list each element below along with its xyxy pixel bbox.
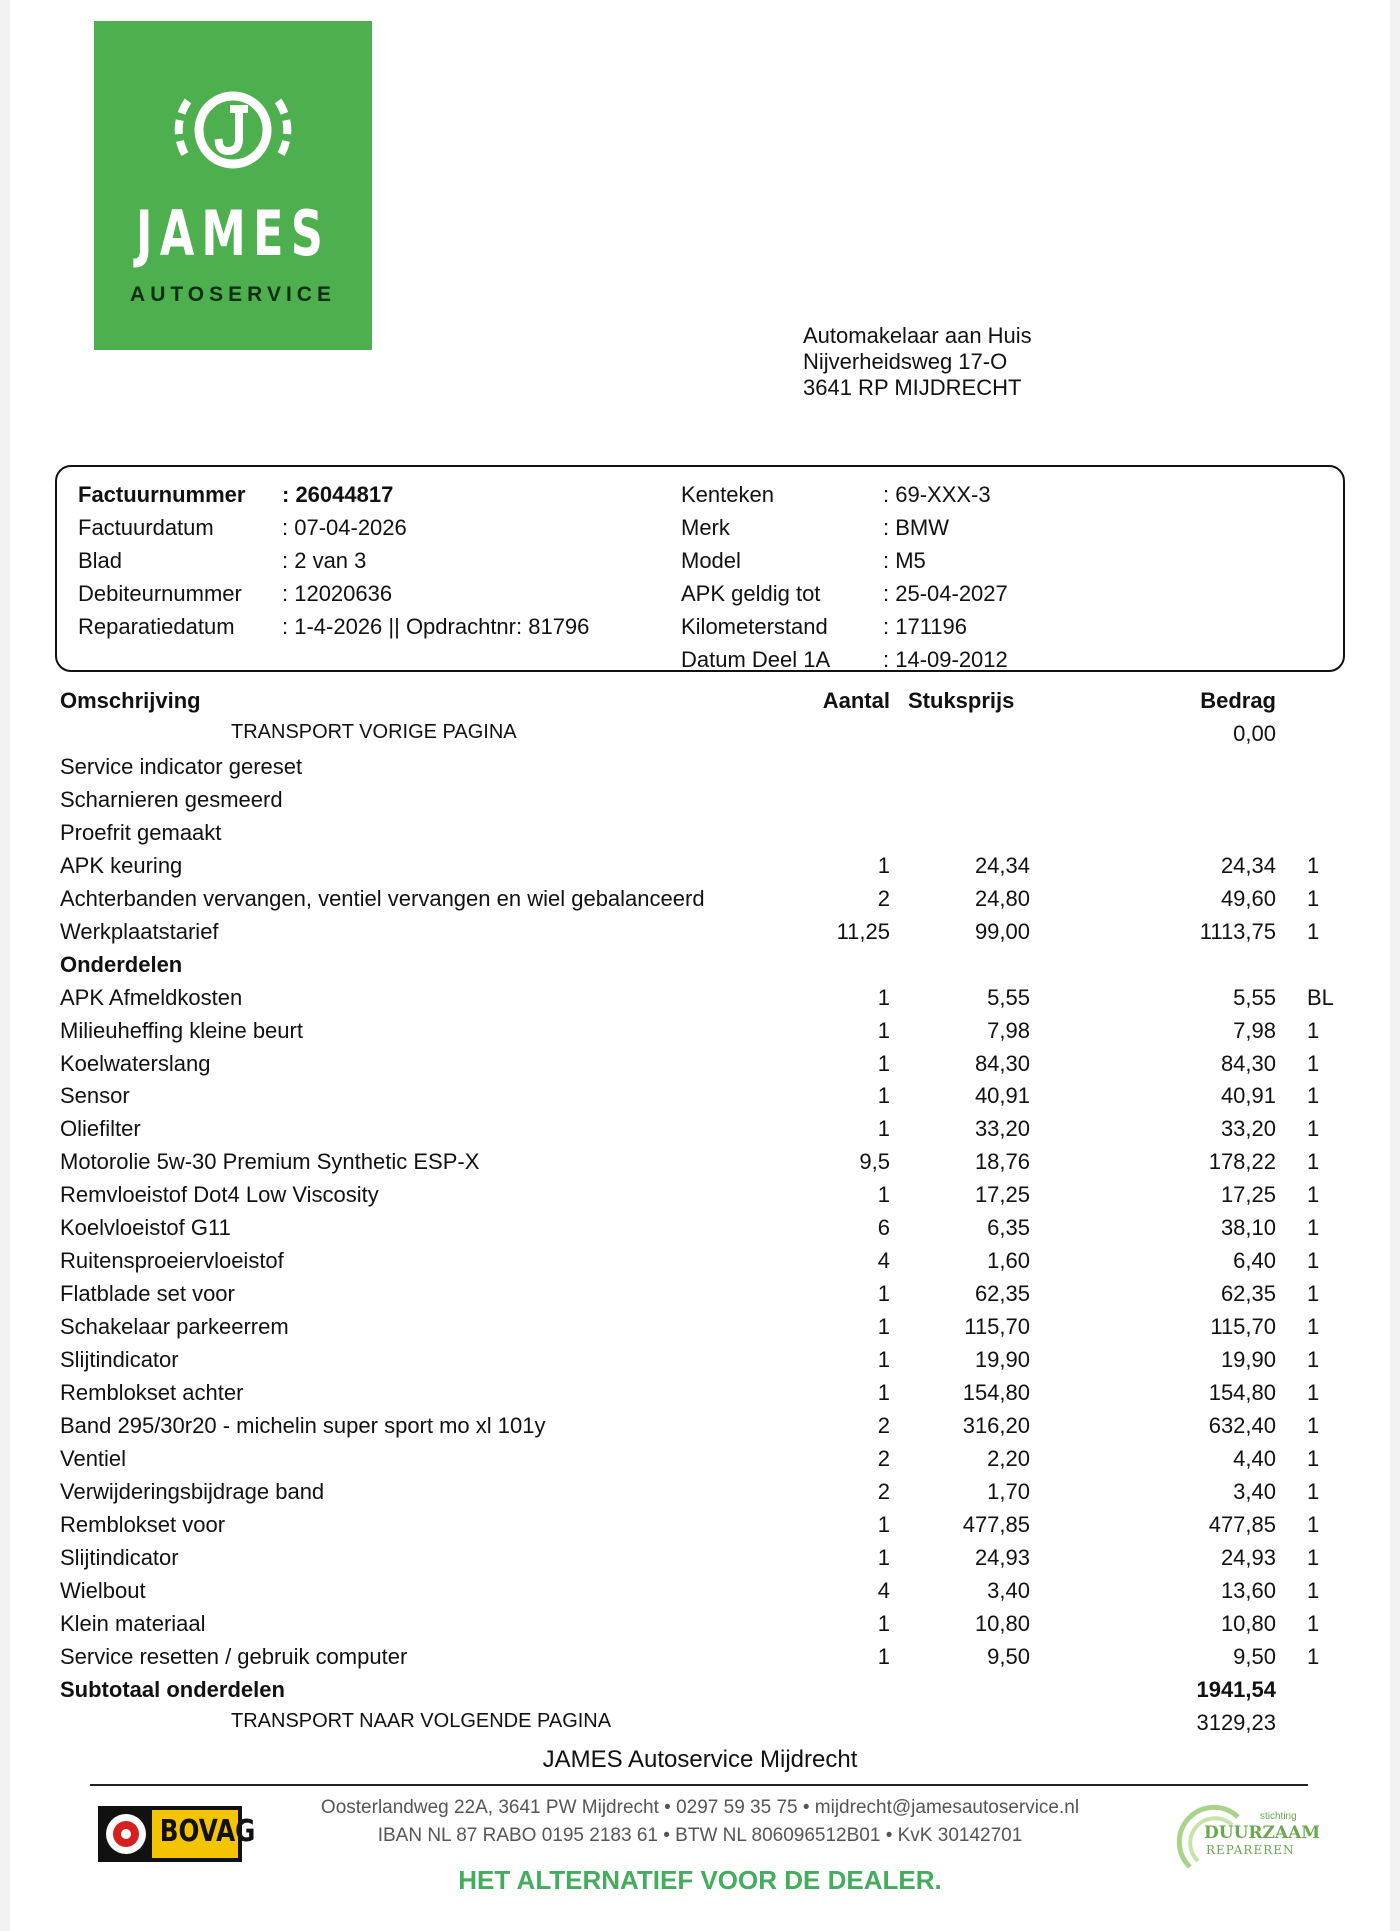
line-amount: 24,93 — [1220, 1544, 1276, 1570]
line-description: Oliefilter — [60, 1116, 141, 1142]
line-description: Klein materiaal — [60, 1610, 206, 1636]
line-unit-price: 5,55 — [987, 984, 1030, 1010]
line-unit-price: 10,80 — [974, 1610, 1030, 1636]
table-row — [10, 1479, 1390, 1512]
line-unit-price: 2,20 — [987, 1445, 1030, 1471]
info-value: : BMW — [883, 515, 949, 540]
line-unit-price: 316,20 — [962, 1412, 1030, 1438]
line-amount: 17,25 — [1220, 1182, 1276, 1208]
footer-slogan: HET ALTERNATIEF VOOR DE DEALER. — [458, 1865, 942, 1895]
line-description: Verwijderingsbijdrage band — [60, 1478, 325, 1504]
line-quantity: 1 — [877, 1281, 890, 1307]
info-value: : 07-04-2026 — [282, 515, 407, 540]
line-vat-code: 1 — [1307, 1445, 1320, 1471]
recipient-city: 3641 RP MIJDRECHT — [803, 375, 1022, 400]
line-unit-price: 99,00 — [974, 918, 1030, 944]
line-amount: 19,90 — [1220, 1347, 1276, 1373]
line-unit-price: 477,85 — [962, 1511, 1030, 1537]
table-row — [10, 820, 1390, 853]
line-quantity: 1 — [877, 1083, 890, 1109]
line-quantity: 1 — [877, 984, 890, 1010]
info-value: : 12020636 — [282, 581, 393, 606]
line-vat-code: 1 — [1307, 1347, 1320, 1373]
table-row — [10, 853, 1390, 886]
line-description: Onderdelen — [60, 951, 183, 977]
line-vat-code: 1 — [1307, 1380, 1320, 1405]
info-label: Kilometerstand — [681, 614, 828, 639]
footer-bank-line: IBAN NL 87 RABO 0195 2183 61 • BTW NL 806096512B01 • KvK 30142701 — [377, 1825, 1023, 1846]
table-row — [10, 886, 1390, 919]
line-quantity: 1 — [877, 1116, 890, 1142]
line-description: Proefrit gemaakt — [60, 819, 222, 845]
logo-subtitle: AUTOSERVICE — [130, 283, 336, 306]
line-amount: 7,98 — [1233, 1017, 1276, 1043]
line-description: Slijtindicator — [60, 1347, 179, 1373]
line-unit-price: 84,30 — [974, 1050, 1030, 1076]
line-quantity: 1 — [877, 852, 890, 878]
table-row — [10, 1611, 1390, 1644]
line-description: APK keuring — [60, 852, 183, 878]
line-description: Scharnieren gesmeerd — [60, 786, 283, 812]
line-vat-code: 1 — [1307, 1149, 1320, 1175]
info-label: Datum Deel 1A — [681, 647, 831, 672]
line-unit-price: 24,34 — [974, 852, 1030, 878]
info-value: : 2 van 3 — [282, 548, 367, 573]
line-description: TRANSPORT VORIGE PAGINA — [231, 721, 517, 743]
line-vat-code: 1 — [1307, 1577, 1320, 1603]
footer-divider — [90, 1784, 1308, 1786]
line-description: Service resetten / gebruik computer — [60, 1643, 408, 1669]
info-value: : 14-09-2012 — [883, 647, 1008, 672]
line-unit-price: 1,60 — [987, 1248, 1030, 1274]
line-amount: 84,30 — [1220, 1050, 1276, 1076]
line-amount: 1113,75 — [1199, 918, 1276, 944]
footer-company-name: JAMES Autoservice Mijdrecht — [542, 1746, 858, 1773]
line-vat-code: 1 — [1307, 1182, 1320, 1208]
line-description: Remvloeistof Dot4 Low Viscosity — [60, 1182, 379, 1208]
line-description: Ventiel — [60, 1445, 127, 1471]
line-amount: 62,35 — [1220, 1281, 1276, 1307]
table-row — [10, 1710, 1390, 1743]
line-unit-price: 19,90 — [974, 1347, 1030, 1373]
table-row — [10, 1116, 1390, 1149]
info-label: APK geldig tot — [681, 581, 821, 606]
line-description: Koelwaterslang — [60, 1050, 211, 1076]
line-vat-code: 1 — [1307, 1281, 1320, 1307]
info-value: : 171196 — [883, 614, 968, 639]
line-amount: 477,85 — [1208, 1511, 1276, 1537]
line-description: Remblokset voor — [60, 1511, 226, 1537]
line-quantity: 1 — [877, 1643, 890, 1669]
table-row — [10, 787, 1390, 820]
logo-name: JAMES — [135, 197, 331, 270]
table-row — [10, 1644, 1390, 1677]
table-row — [10, 952, 1390, 985]
line-quantity: 1 — [877, 1182, 890, 1208]
line-vat-code: 1 — [1307, 1478, 1320, 1504]
line-unit-price: 24,80 — [974, 885, 1030, 911]
info-label: Merk — [681, 515, 730, 540]
duurzaam-subtext: REPAREREN — [1206, 1843, 1295, 1857]
table-row — [10, 1281, 1390, 1314]
duurzaam-repareren-logo — [1160, 1797, 1320, 1877]
line-unit-price: 40,91 — [974, 1083, 1030, 1109]
info-value: : 25-04-2027 — [883, 581, 1008, 606]
line-description: Flatblade set voor — [60, 1281, 235, 1307]
info-label: Factuurnummer — [78, 482, 246, 507]
table-row — [10, 1018, 1390, 1051]
line-quantity: 1 — [877, 1347, 890, 1373]
line-unit-price: 1,70 — [987, 1478, 1030, 1504]
line-description: Milieuheffing kleine beurt — [60, 1017, 303, 1043]
line-vat-code: 1 — [1307, 852, 1320, 878]
table-row — [10, 1446, 1390, 1479]
line-quantity: 2 — [877, 885, 890, 911]
header-quantity: Aantal — [822, 688, 890, 713]
line-unit-price: 3,40 — [987, 1577, 1030, 1603]
line-quantity: 1 — [877, 1380, 890, 1405]
line-amount: 38,10 — [1220, 1215, 1276, 1241]
duurzaam-tag: stichting — [1260, 1811, 1297, 1822]
header-description: Omschrijving — [60, 688, 201, 713]
line-vat-code: 1 — [1307, 1643, 1320, 1669]
info-label: Kenteken — [681, 482, 774, 507]
line-amount: 9,50 — [1233, 1643, 1276, 1669]
line-unit-price: 33,20 — [974, 1116, 1030, 1142]
line-description: Ruitensproeiervloeistof — [60, 1248, 284, 1274]
line-vat-code: 1 — [1307, 918, 1320, 944]
line-description: APK Afmeldkosten — [60, 984, 243, 1010]
line-quantity: 1 — [877, 1017, 890, 1043]
line-vat-code: 1 — [1307, 1017, 1320, 1043]
line-quantity: 1 — [877, 1314, 890, 1340]
line-unit-price: 9,50 — [987, 1643, 1030, 1669]
table-row — [10, 1545, 1390, 1578]
bovag-text: BOVAG — [159, 1814, 256, 1849]
line-vat-code: 1 — [1307, 1083, 1320, 1109]
line-quantity: 1 — [877, 1544, 890, 1570]
line-vat-code: 1 — [1307, 1314, 1320, 1340]
info-label: Reparatiedatum — [78, 614, 235, 639]
line-description: Subtotaal onderdelen — [60, 1676, 285, 1702]
line-quantity: 1 — [877, 1511, 890, 1537]
table-row — [10, 985, 1390, 1018]
line-amount: 33,20 — [1220, 1116, 1276, 1142]
table-row — [10, 1512, 1390, 1545]
line-quantity: 4 — [877, 1248, 890, 1274]
line-amount: 13,60 — [1220, 1577, 1276, 1603]
line-unit-price: 154,80 — [962, 1380, 1030, 1405]
line-quantity: 4 — [877, 1577, 890, 1603]
line-description: Slijtindicator — [60, 1544, 179, 1570]
line-vat-code: 1 — [1307, 1215, 1320, 1241]
james-autoservice-logo — [94, 21, 372, 350]
line-vat-code: 1 — [1307, 1544, 1320, 1570]
info-label: Model — [681, 548, 741, 573]
line-quantity: 2 — [877, 1478, 890, 1504]
table-row — [10, 919, 1390, 952]
line-amount: 49,60 — [1220, 885, 1276, 911]
line-amount: 3129,23 — [1196, 1709, 1276, 1735]
line-vat-code: 1 — [1307, 1248, 1320, 1274]
line-unit-price: 17,25 — [974, 1182, 1030, 1208]
duurzaam-text: DUURZAAM — [1204, 1823, 1321, 1843]
line-unit-price: 24,93 — [974, 1544, 1030, 1570]
line-quantity: 9,5 — [859, 1149, 890, 1175]
line-description: Motorolie 5w-30 Premium Synthetic ESP-X — [60, 1149, 480, 1175]
line-quantity: 1 — [877, 1610, 890, 1636]
line-description: Service indicator gereset — [60, 753, 303, 779]
table-row — [10, 721, 1390, 754]
info-value: : 69-XXX-3 — [883, 482, 991, 507]
info-label: Factuurdatum — [78, 515, 214, 540]
header-amount: Bedrag — [1200, 688, 1276, 713]
line-unit-price: 7,98 — [987, 1017, 1030, 1043]
line-amount: 4,40 — [1233, 1445, 1276, 1471]
line-unit-price: 62,35 — [974, 1281, 1030, 1307]
line-quantity: 6 — [877, 1215, 890, 1241]
line-amount: 115,70 — [1210, 1314, 1276, 1340]
line-amount: 632,40 — [1208, 1412, 1276, 1438]
line-amount: 6,40 — [1233, 1248, 1276, 1274]
info-value: : 26044817 — [282, 482, 394, 507]
recipient-name: Automakelaar aan Huis — [803, 323, 1032, 348]
table-row — [10, 1677, 1390, 1710]
line-description: Koelvloeistof G11 — [60, 1215, 231, 1241]
table-row — [10, 1347, 1390, 1380]
line-quantity: 1 — [877, 1050, 890, 1076]
table-row — [10, 1380, 1390, 1413]
table-row — [10, 1413, 1390, 1446]
line-quantity: 2 — [877, 1445, 890, 1471]
line-vat-code: BL — [1307, 984, 1334, 1010]
table-row — [10, 754, 1390, 787]
line-vat-code: 1 — [1307, 885, 1320, 911]
line-amount: 3,40 — [1233, 1478, 1276, 1504]
line-description: TRANSPORT NAAR VOLGENDE PAGINA — [231, 1709, 612, 1732]
info-label: Debiteurnummer — [78, 581, 242, 606]
line-amount: 24,34 — [1220, 852, 1276, 878]
line-amount: 10,80 — [1220, 1610, 1276, 1636]
line-unit-price: 18,76 — [974, 1149, 1030, 1175]
line-vat-code: 1 — [1307, 1412, 1320, 1438]
line-description: Remblokset achter — [60, 1380, 244, 1405]
table-row — [10, 1578, 1390, 1611]
line-amount: 0,00 — [1233, 721, 1276, 746]
line-amount: 5,55 — [1233, 984, 1276, 1010]
line-description: Sensor — [60, 1083, 130, 1109]
line-description: Achterbanden vervangen, ventiel vervangen en wiel gebalanceerd — [60, 885, 705, 911]
table-row — [10, 1314, 1390, 1347]
line-vat-code: 1 — [1307, 1050, 1320, 1076]
line-vat-code: 1 — [1307, 1610, 1320, 1636]
line-description: Werkplaatstarief — [60, 918, 219, 944]
table-row — [10, 1215, 1390, 1248]
table-row — [10, 1182, 1390, 1215]
line-description: Schakelaar parkeerrem — [60, 1314, 289, 1340]
info-value: : M5 — [883, 548, 926, 573]
table-row — [10, 1051, 1390, 1084]
line-amount: 178,22 — [1208, 1149, 1276, 1175]
header-unit-price: Stuksprijs — [908, 688, 1015, 713]
line-description: Band 295/30r20 - michelin super sport mo xl 101y — [60, 1412, 546, 1438]
table-row — [10, 1149, 1390, 1182]
info-label: Blad — [78, 548, 123, 573]
table-row — [10, 1248, 1390, 1281]
line-description: Wielbout — [60, 1577, 146, 1603]
line-amount: 1941,54 — [1196, 1676, 1276, 1702]
invoice-page — [10, 0, 1390, 1931]
line-quantity: 11,25 — [836, 918, 890, 944]
line-vat-code: 1 — [1307, 1511, 1320, 1537]
recipient-address — [803, 323, 1032, 401]
steering-ring-icon — [174, 71, 292, 189]
line-amount: 154,80 — [1208, 1380, 1276, 1405]
line-vat-code: 1 — [1307, 1116, 1320, 1142]
footer-contact-line: Oosterlandweg 22A, 3641 PW Mijdrecht • 0297 59 35 75 • mijdrecht@jamesautoservice.nl — [320, 1797, 1080, 1818]
table-row — [10, 1083, 1390, 1116]
info-value: : 1-4-2026 || Opdrachtnr: 81796 — [282, 614, 590, 639]
line-unit-price: 115,70 — [964, 1314, 1030, 1340]
line-unit-price: 6,35 — [987, 1215, 1030, 1241]
recipient-street: Nijverheidsweg 17-O — [803, 349, 1008, 374]
line-amount: 40,91 — [1220, 1083, 1276, 1109]
line-quantity: 2 — [877, 1412, 890, 1438]
